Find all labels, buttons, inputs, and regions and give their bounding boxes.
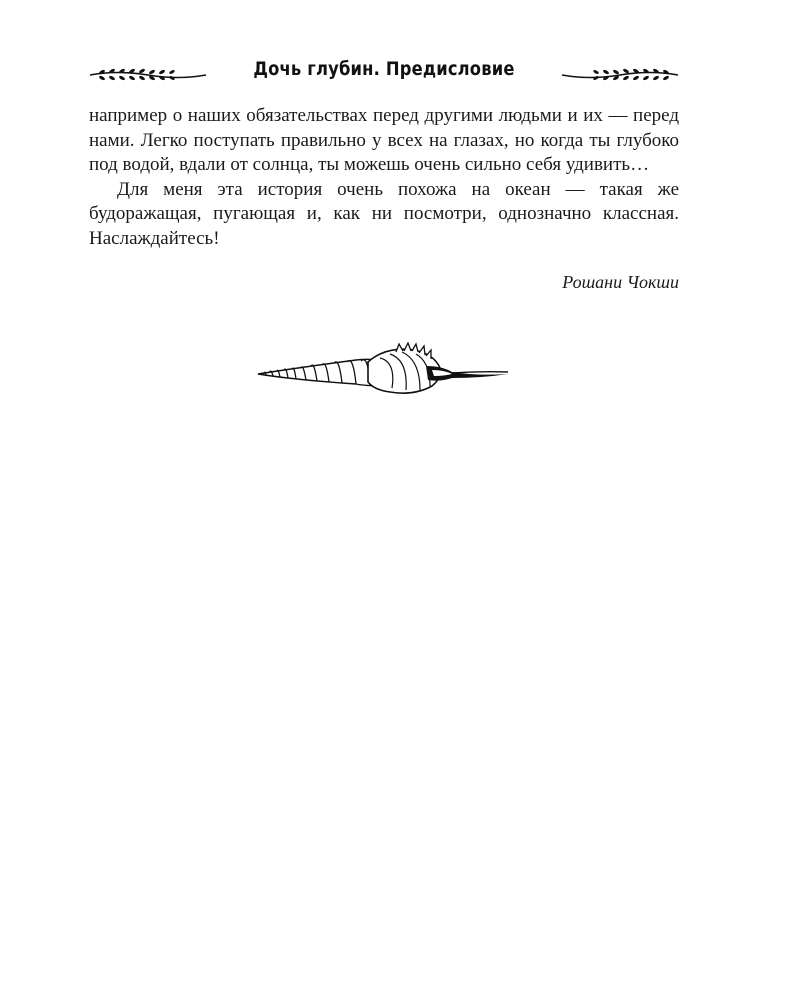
paragraph-continued: например о наших обязательствах перед другими людьми и их — перед нами. Легко поступать правильно у всех на глазах, но когда ты глубоко под водой, вдали от солнца, ты можешь очень сильно себя удивить… [89,105,679,175]
running-head [88,58,680,88]
running-head-title: Дочь глубин. Предисловие [253,58,515,80]
body-text [89,104,679,251]
author-signature: Рошани Чокши [562,272,679,292]
leaf-vine-ornament-right [560,64,680,84]
paragraph: Для меня эта история очень похожа на океан — такая же будоражащая, пугающая и, как ни посмотри, однозначно классная. Наслаждайтесь! [89,178,679,249]
seashell-icon [256,342,512,398]
